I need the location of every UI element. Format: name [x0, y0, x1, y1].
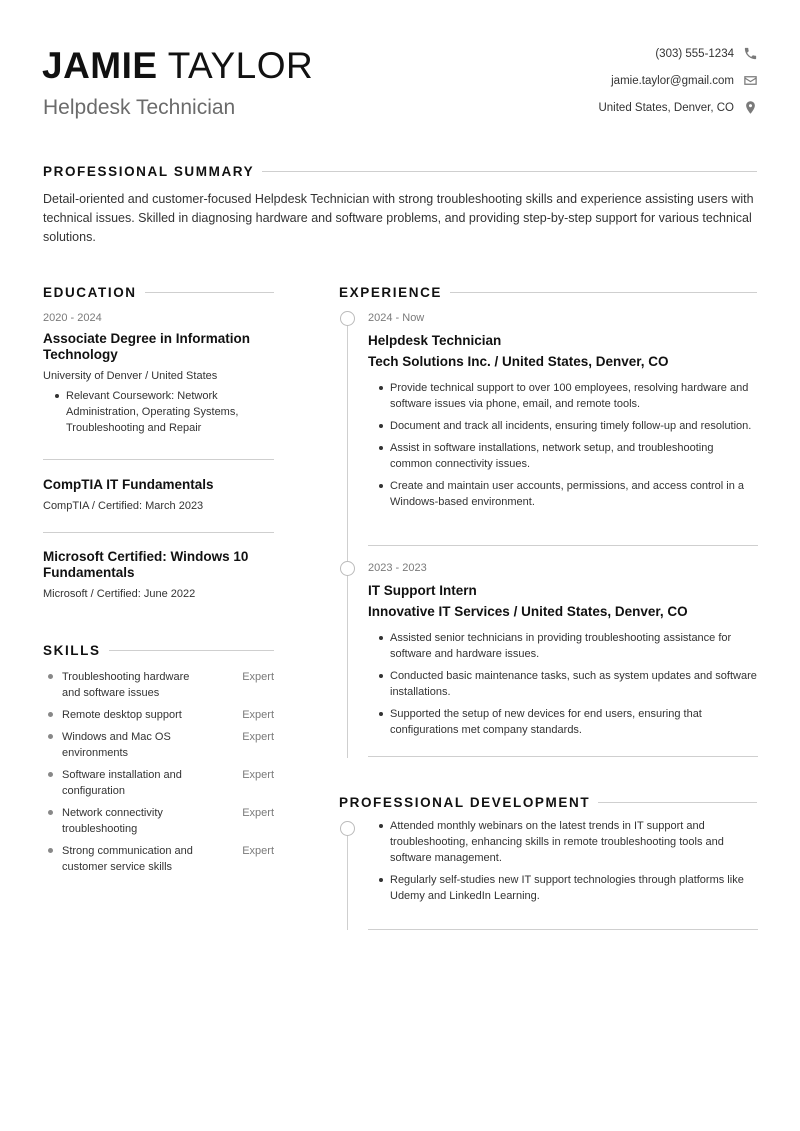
experience-heading-label: EXPERIENCE — [339, 285, 443, 300]
certification-item — [43, 477, 274, 512]
experience-divider — [368, 756, 758, 757]
experience-bullet: Provide technical support to over 100 employees, resolving hardware and software issues via phone, email, and remote tools. — [378, 380, 758, 412]
skill-level: Expert — [242, 671, 274, 683]
skill-level: Expert — [242, 845, 274, 857]
experience-heading — [339, 285, 757, 300]
skill-row — [43, 669, 274, 701]
education-title: Associate Degree in Information Technology — [43, 331, 251, 362]
experience-bullet: Assisted senior technicians in providing troubleshooting assistance for software and hardware issues. — [378, 630, 758, 662]
job-role: Helpdesk Technician — [43, 96, 236, 119]
skill-name: Network connectivity troubleshooting — [43, 805, 208, 837]
certification-item — [43, 549, 274, 600]
development-bullet: Regularly self-studies new IT support technologies through platforms like Udemy and LinkedIn Learning. — [378, 872, 758, 904]
contact-block — [458, 40, 758, 121]
education-heading — [43, 285, 274, 300]
skill-row — [43, 805, 274, 837]
experience-bullets — [368, 380, 758, 510]
skill-name: Strong communication and customer service skills — [43, 843, 208, 875]
contact-location — [458, 94, 758, 121]
experience-company: Innovative IT Services / United States, Denver, CO — [368, 604, 688, 619]
skills-heading — [43, 643, 274, 658]
skill-row — [43, 843, 274, 875]
certification-title: Microsoft Certified: Windows 10 Fundamentals — [43, 549, 249, 580]
experience-date: 2023 - 2023 — [368, 562, 427, 574]
education-date: 2020 - 2024 — [43, 312, 102, 324]
experience-company: Tech Solutions Inc. / United States, Denver, CO — [368, 354, 669, 369]
skill-name: Troubleshooting hardware and software issues — [43, 669, 208, 701]
location-pin-icon — [742, 100, 758, 116]
certification-issuer: Microsoft / Certified: June 2022 — [43, 588, 196, 600]
skill-name: Windows and Mac OS environments — [43, 729, 208, 761]
education-heading-rule — [145, 292, 274, 293]
experience-bullets — [368, 630, 758, 738]
skill-row — [43, 729, 274, 761]
summary-text: Detail-oriented and customer-focused Helpdesk Technician with strong troubleshooting skills and experience assisting users with technical issues. Skilled in diagnosing hardware and software problems, and providing step-by-step support for various technical solutions. — [43, 192, 754, 244]
summary-heading-rule — [262, 171, 757, 172]
timeline-marker — [340, 561, 355, 576]
skill-row — [43, 707, 274, 723]
phone-icon — [742, 46, 758, 62]
skills-heading-label: SKILLS — [43, 643, 101, 658]
skill-name: Software installation and configuration — [43, 767, 208, 799]
timeline-marker — [340, 821, 355, 836]
education-item — [43, 312, 274, 436]
certification-issuer: CompTIA / Certified: March 2023 — [43, 500, 204, 512]
skills-heading-rule — [109, 650, 274, 651]
experience-bullet: Create and maintain user accounts, permissions, and access control in a Windows-based environment. — [378, 478, 758, 510]
skill-row — [43, 767, 274, 799]
education-divider — [43, 532, 274, 533]
contact-email — [458, 67, 758, 94]
development-heading — [339, 795, 757, 810]
summary-heading — [43, 164, 757, 179]
experience-bullet: Supported the setup of new devices for end users, ensuring that configurations met company standards. — [378, 706, 758, 738]
development-item — [368, 818, 758, 910]
skills-list — [43, 669, 274, 881]
experience-item — [368, 312, 758, 516]
first-name: JAMIE — [42, 45, 158, 86]
education-bullets — [43, 388, 274, 436]
location-text: United States, Denver, CO — [598, 101, 734, 114]
skill-level: Expert — [242, 807, 274, 819]
skill-level: Expert — [242, 731, 274, 743]
experience-bullet: Document and track all incidents, ensuring timely follow-up and resolution. — [378, 418, 758, 434]
experience-date: 2024 - Now — [368, 312, 425, 324]
email-text: jamie.taylor@gmail.com — [611, 74, 734, 87]
timeline-marker — [340, 311, 355, 326]
last-name: TAYLOR — [167, 45, 314, 86]
development-timeline-line — [347, 828, 348, 930]
development-divider — [368, 929, 758, 930]
certification-title: CompTIA IT Fundamentals — [43, 477, 214, 492]
development-bullets — [368, 818, 758, 904]
experience-item — [368, 562, 758, 744]
education-institution: University of Denver / United States — [43, 370, 218, 382]
education-bullet: Relevant Coursework: Network Administration, Operating Systems, Troubleshooting and Repair — [53, 388, 274, 436]
experience-bullet: Conducted basic maintenance tasks, such as system updates and software installations. — [378, 668, 758, 700]
experience-divider — [368, 545, 758, 546]
skill-name: Remote desktop support — [43, 707, 208, 723]
summary-heading-label: PROFESSIONAL SUMMARY — [43, 164, 255, 179]
experience-bullet: Assist in software installations, network setup, and troubleshooting common connectivity issues. — [378, 440, 758, 472]
experience-heading-rule — [450, 292, 757, 293]
education-heading-label: EDUCATION — [43, 285, 137, 300]
education-divider — [43, 459, 274, 460]
development-heading-label: PROFESSIONAL DEVELOPMENT — [339, 795, 591, 810]
experience-title: Helpdesk Technician — [368, 333, 502, 348]
development-heading-rule — [598, 802, 757, 803]
skill-level: Expert — [242, 769, 274, 781]
contact-phone — [458, 40, 758, 67]
candidate-name — [42, 44, 313, 88]
phone-text: (303) 555-1234 — [655, 47, 734, 60]
development-bullet: Attended monthly webinars on the latest trends in IT support and troubleshooting, enhancing skills in remote troubleshooting tools and software management. — [378, 818, 758, 866]
mail-icon — [742, 73, 758, 89]
skill-level: Expert — [242, 709, 274, 721]
experience-title: IT Support Intern — [368, 583, 477, 598]
experience-timeline-line — [347, 318, 348, 758]
